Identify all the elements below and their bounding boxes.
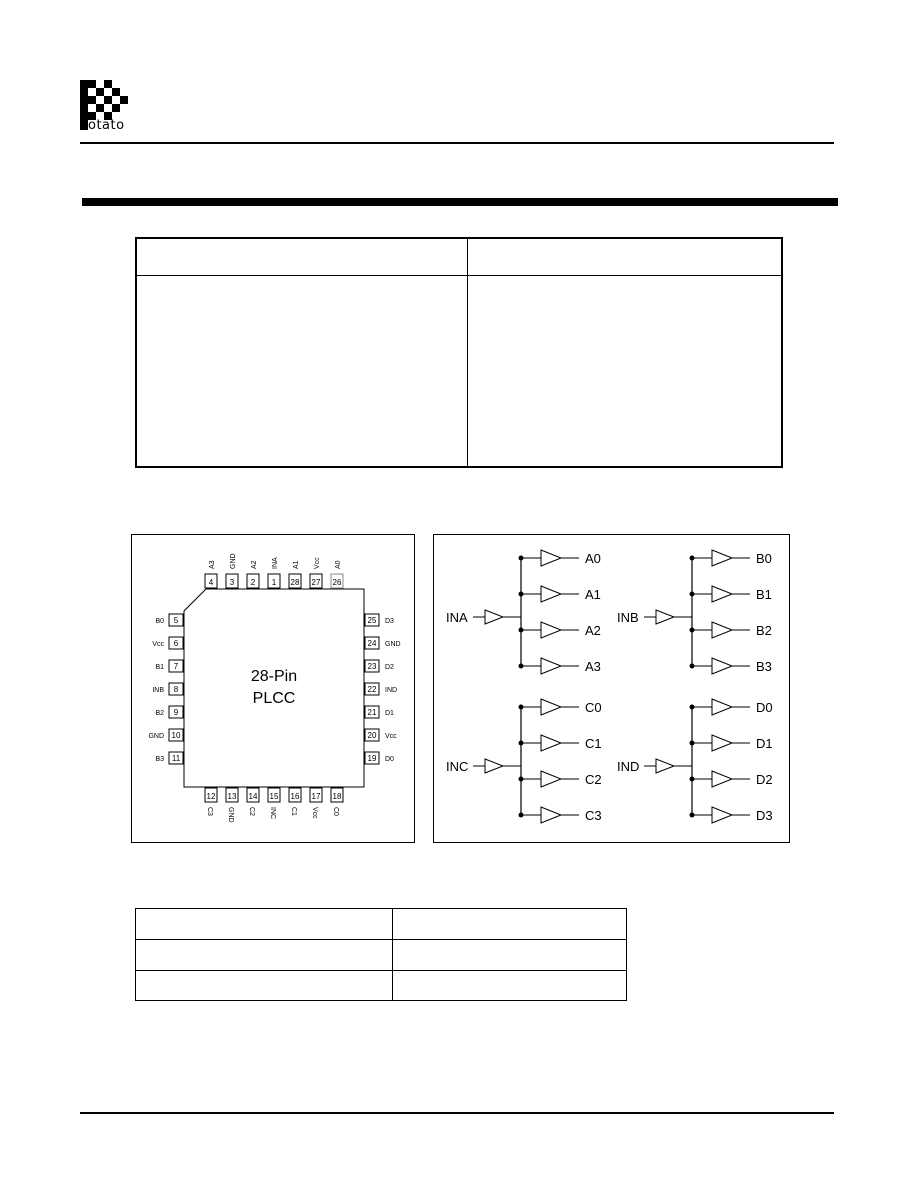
pin-number: 14	[248, 792, 258, 801]
buffer-icon	[712, 658, 732, 674]
input-label: INA	[446, 610, 468, 625]
input-label: IND	[617, 759, 640, 774]
table-cell	[136, 909, 393, 940]
pin-number: 7	[173, 662, 179, 671]
pin-name: GND	[385, 641, 401, 648]
table-header-cell	[468, 238, 783, 276]
buffer-icon	[541, 807, 561, 823]
pin-name: INB	[152, 687, 164, 694]
pin-number: 8	[173, 685, 179, 694]
pin-number: 10	[171, 731, 181, 740]
buffer-icon	[541, 699, 561, 715]
pinout-panel	[131, 534, 415, 843]
pin-number: 22	[367, 685, 377, 694]
pin-name: C3	[206, 807, 213, 816]
buffer-group	[617, 550, 772, 674]
pin-number: 4	[208, 578, 214, 587]
table-row	[136, 909, 627, 940]
input-buffer-icon	[656, 759, 674, 773]
pin-name: IND	[385, 687, 398, 694]
pin-name: A0	[335, 560, 342, 569]
output-label: D0	[756, 700, 773, 715]
pin-name: C2	[248, 807, 255, 816]
table-cell	[136, 276, 468, 468]
pin-number: 21	[367, 708, 377, 717]
pin-number: 27	[311, 578, 321, 587]
output-label: C1	[585, 736, 602, 751]
left-pins	[148, 614, 183, 764]
output-label: A3	[585, 659, 601, 674]
table-row	[136, 971, 627, 1001]
pin-number: 1	[271, 578, 277, 587]
logo-text: otato	[88, 118, 125, 133]
buffer-group	[446, 550, 601, 674]
pin-number: 17	[311, 792, 321, 801]
output-label: B3	[756, 659, 772, 674]
package-title-line1: 28-Pin	[250, 668, 298, 685]
pin-number: 2	[250, 578, 256, 587]
output-label: A1	[585, 587, 601, 602]
input-buffer-icon	[656, 610, 674, 624]
output-label: B2	[756, 623, 772, 638]
buffer-icon	[712, 622, 732, 638]
buffer-icon	[712, 771, 732, 787]
logo	[80, 80, 140, 135]
pin-name: GND	[227, 807, 234, 823]
output-label: A0	[585, 551, 601, 566]
pin-number: 25	[367, 616, 377, 625]
pin-name: Vcc	[152, 641, 164, 648]
table-cell	[136, 971, 393, 1001]
footer-divider	[80, 1112, 834, 1114]
pin-name: INC	[269, 807, 276, 820]
pin-name: Vcc	[385, 733, 397, 740]
pin-name: A3	[209, 560, 216, 569]
buffer-icon	[541, 735, 561, 751]
pin-name: GND	[148, 733, 164, 740]
output-label: A2	[585, 623, 601, 638]
pin-number: 11	[171, 754, 181, 763]
input-buffer-icon	[485, 610, 503, 624]
pin-name: GND	[230, 553, 237, 569]
header-divider	[80, 142, 834, 144]
chip-body	[184, 589, 364, 787]
pin-number: 6	[173, 639, 179, 648]
pin-name: B0	[155, 618, 164, 625]
pin-name: B2	[155, 710, 164, 717]
table-cell	[136, 940, 393, 971]
pin-name: A1	[293, 560, 300, 569]
pin-name: D1	[385, 710, 394, 717]
pin-number: 23	[367, 662, 377, 671]
buffer-icon	[712, 735, 732, 751]
pin-number: 19	[367, 754, 377, 763]
pin-number: 26	[332, 578, 342, 587]
logic-block-diagram	[434, 535, 789, 842]
table-cell	[393, 971, 627, 1001]
table-header-row	[136, 238, 782, 276]
buffer-icon	[541, 622, 561, 638]
package-title-line2: PLCC	[252, 690, 296, 707]
pin-name: D3	[385, 618, 394, 625]
output-label: C2	[585, 772, 602, 787]
pin-number: 16	[290, 792, 300, 801]
pin-name: D0	[385, 756, 394, 763]
table-row	[136, 276, 782, 468]
pin-number: 13	[227, 792, 237, 801]
top-table	[135, 237, 783, 468]
pin-number: 9	[173, 708, 179, 717]
pin-name: C1	[290, 807, 297, 816]
pin-name: D2	[385, 664, 394, 671]
pin-name: C0	[332, 807, 339, 816]
plcc-package-diagram	[132, 535, 414, 842]
output-label: C3	[585, 808, 602, 823]
pin-number: 15	[269, 792, 279, 801]
input-label: INC	[446, 759, 469, 774]
table-row	[136, 940, 627, 971]
pin-number: 24	[367, 639, 377, 648]
buffer-icon	[541, 550, 561, 566]
buffer-icon	[541, 658, 561, 674]
output-label: B0	[756, 551, 772, 566]
output-label: D1	[756, 736, 773, 751]
output-label: D2	[756, 772, 773, 787]
pin-name: B1	[155, 664, 164, 671]
input-buffer-icon	[485, 759, 503, 773]
buffer-group	[446, 699, 602, 823]
input-label: INB	[617, 610, 639, 625]
pin-number: 3	[229, 578, 235, 587]
buffer-icon	[712, 550, 732, 566]
logic-panel	[433, 534, 790, 843]
pin-name: Vcc	[311, 807, 318, 819]
pin-number: 20	[367, 731, 377, 740]
table-cell	[393, 909, 627, 940]
pin-number: 12	[206, 792, 216, 801]
buffer-icon	[712, 699, 732, 715]
table-cell	[468, 276, 783, 468]
table-header-cell	[136, 238, 468, 276]
table-cell	[393, 940, 627, 971]
pin-number: 18	[332, 792, 342, 801]
buffer-icon	[541, 586, 561, 602]
pin-name: B3	[155, 756, 164, 763]
output-label: D3	[756, 808, 773, 823]
buffer-group	[617, 699, 773, 823]
section-bar	[82, 198, 838, 206]
bottom-table	[135, 908, 627, 1001]
output-label: C0	[585, 700, 602, 715]
pin-number: 28	[290, 578, 300, 587]
right-pins	[365, 614, 401, 764]
bottom-pins	[205, 788, 343, 823]
pin-name: Vcc	[314, 557, 321, 569]
buffer-icon	[712, 807, 732, 823]
buffer-icon	[541, 771, 561, 787]
buffer-icon	[712, 586, 732, 602]
pin-number: 5	[173, 616, 179, 625]
top-pins	[205, 553, 343, 588]
output-label: B1	[756, 587, 772, 602]
pin-name: A2	[251, 560, 258, 569]
pin-name: INA	[272, 557, 279, 569]
